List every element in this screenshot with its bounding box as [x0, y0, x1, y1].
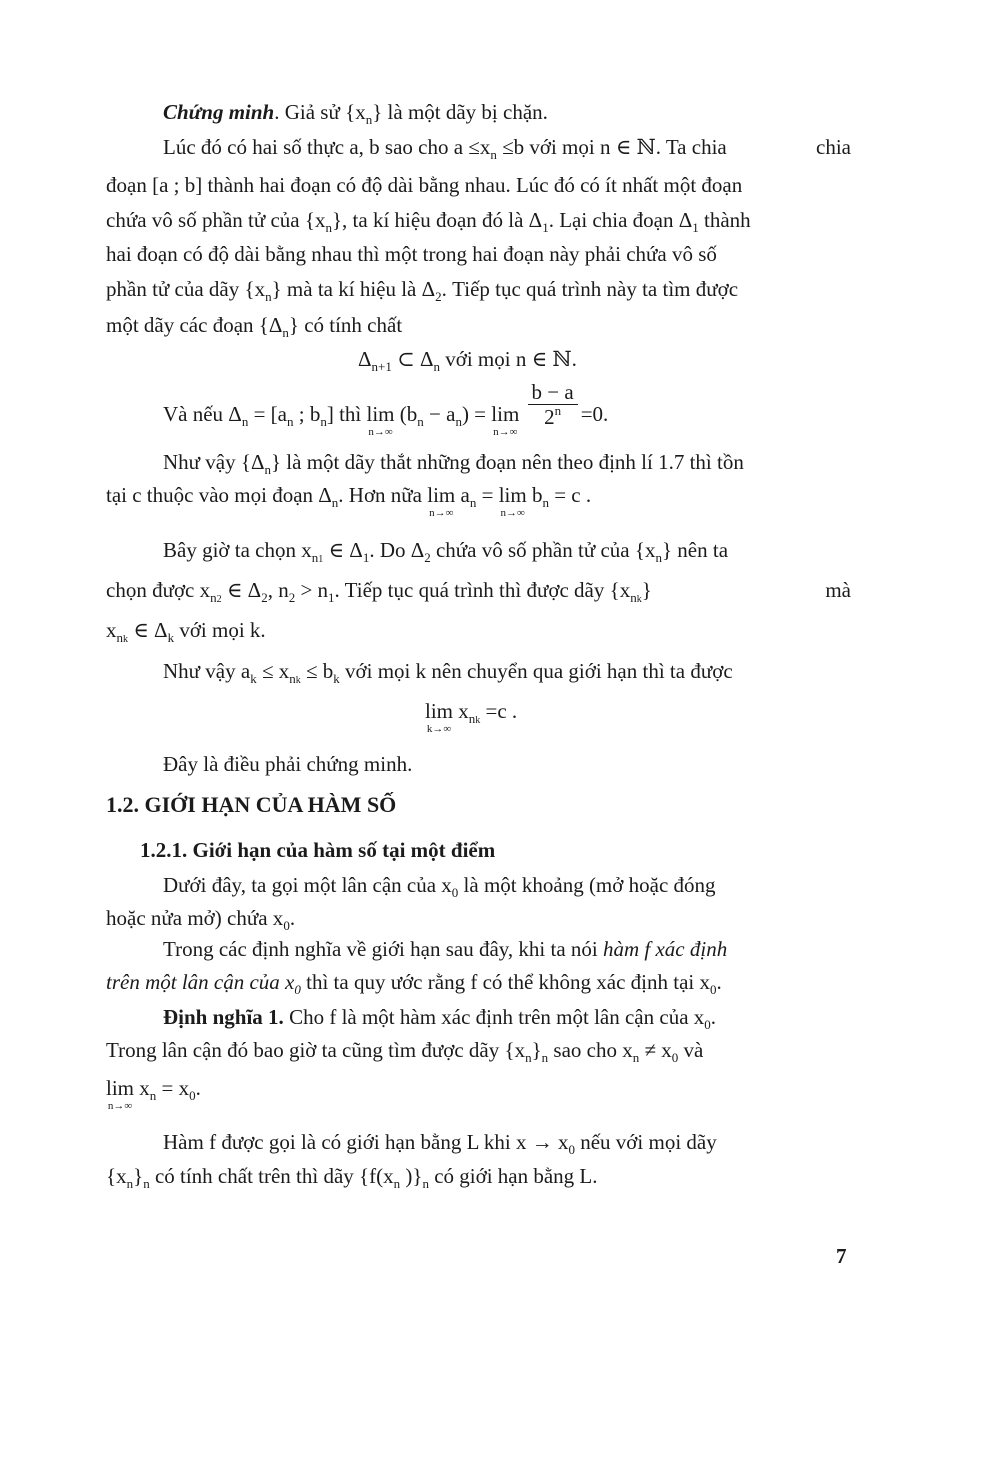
paragraph-line: hai đoạn có độ dài bằng nhau thì một trong hai đoạn này phải chứa vô số [106, 242, 717, 266]
paragraph-line: Lúc đó có hai số thực a, b sao cho $a \le x_n \le b$ với mọi n ∈ ℕ. Ta chia chia [163, 135, 851, 162]
paragraph-line: $\{x_n\}_n$ có tính chất trên thì dãy {$f(x_n$ )}$_n$ có giới hạn bằng L. [106, 1164, 598, 1191]
paragraph-line: Trong các định nghĩa về giới hạn sau đây, khi ta nói hàm f xác định [163, 937, 728, 961]
paragraph-line: chứa vô số phần tử của $\{x_n\}$, ta kí hiệu đoạn đó là $\Delta_1$. Lại chia đoạn $\Delta_1$ thành [106, 208, 751, 235]
paragraph-line: Như vậy $a_k \le x_{nk} \le b_k$ với mọi k nên chuyển qua giới hạn thì ta được [163, 659, 733, 686]
proof-conclusion: Đây là điều phải chứng minh. [163, 752, 413, 776]
paragraph-line: Như vậy $\{\Delta_n\}$ là một dãy thắt những đoạn nên theo định lí 1.7 thì tồn [163, 450, 744, 477]
definition-line: Định nghĩa 1. Cho f là một hàm xác định trên một lân cận của $x_0$. [163, 1005, 717, 1032]
paragraph-line: tại c thuộc vào mọi đoạn $\Delta_n$. Hơn nữa lim n→∞ $a_n = \lim$ n→∞ $b_n = c$ . [106, 483, 592, 519]
paragraph-line: phần tử của dãy $\{x_n\}$ mà ta kí hiệu là $\Delta_2$. Tiếp tục quá trình này ta tìm được [106, 277, 739, 304]
formula-nested: $\Delta_{n+1}$ ⊂ $\Delta_n$ với mọi n ∈ ℕ. [358, 347, 577, 374]
proof-label: Chứng minh [163, 100, 275, 124]
subsection-title: 1.2.1. Giới hạn của hàm số tại một điểm [140, 838, 496, 862]
paragraph-line: chọn được $x_{n2}$ ∈ $\Delta_2$, $n_2 > n_1$. Tiếp tục quá trình thì được dãy $\{x_{nk}\}$ mà [106, 578, 851, 605]
paragraph-line: hoặc nửa mở) chứa $x_0$. [106, 906, 296, 933]
proof-intro: Chứng minh. Giả sử $\{x_n\}$ là một dãy bị chặn. [163, 100, 548, 127]
paragraph-line: Bây giờ ta chọn $x_{n1}$ ∈ $\Delta_1$. Do $\Delta_2$ chứa vô số phần tử của $\{x_n\}$ nên ta [163, 538, 729, 565]
definition-line: Trong lân cận đó bao giờ ta cũng tìm được dãy $\{x_n\}_n$ sao cho $x_n \ne x_0$ và [106, 1038, 704, 1065]
section-title: 1.2. GIỚI HẠN CỦA HÀM SỐ [106, 792, 397, 817]
paragraph-line: $x_{nk}$ ∈ $\Delta_k$ với mọi k. [106, 618, 266, 645]
paragraph-line: một dãy các đoạn $\{\Delta_n\}$ có tính chất [106, 313, 403, 340]
definition-line: lim n→∞ $x_n = x_0$. [106, 1076, 201, 1112]
formula-limit-length: Và nếu $\Delta_n = [a_n$ ; $b_n$] thì lim n→∞ $(b_n - a_n) = \lim$ n→∞ $\frac{b - a}{2^n}$ =0. [163, 380, 609, 439]
paragraph-line: trên một lân cận của $x_0$ thì ta quy ước rằng f có thể không xác định tại $x_0$. [106, 970, 722, 997]
paragraph-line: Dưới đây, ta gọi một lân cận của $x_0$ là một khoảng (mở hoặc đóng [163, 873, 716, 900]
page-number: 7 [836, 1244, 847, 1268]
formula-subsequence-limit: lim k→∞ $x_{nk} =c$ . [425, 699, 518, 735]
paragraph-line: Hàm f được gọi là có giới hạn bằng L khi $x \to x_0$ nếu với mọi dãy [163, 1130, 717, 1157]
paragraph-line: đoạn [a ; b] thành hai đoạn có độ dài bằng nhau. Lúc đó có ít nhất một đoạn [106, 173, 743, 197]
